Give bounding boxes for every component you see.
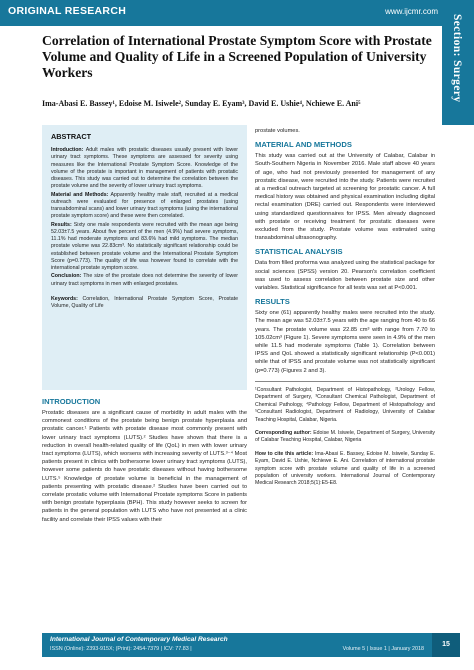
abstract-box bbox=[42, 125, 247, 390]
abstract-introduction-label: Introduction: bbox=[51, 147, 84, 153]
section-label: ORIGINAL RESEARCH bbox=[8, 5, 127, 17]
abstract-results-text: Sixty one male respondents were recruited with the mean age being 52.03±7.5 years. About five percent of the men (4.9%) had severe symptoms, 11.1% had moderate symptoms and 83.6% had mild symptoms. The median prostate volume was 22.83cm³. No statistically significant relationship could be established between prostate volume and the International Prostate Symptom Score (p=0.773). The quality of life was however found to correlate with the international prostate symptom score. bbox=[51, 221, 238, 271]
abstract-methods-label: Material and Methods: bbox=[51, 191, 109, 198]
footer-issn: ISSN (Online): 2393-915X; (Print): 2454-7379 | ICV: 77.83 | bbox=[50, 646, 192, 652]
section-side-label: Section: Surgery bbox=[451, 14, 463, 103]
corresponding-author-label: Corresponding author: bbox=[255, 429, 312, 436]
results-heading: RESULTS bbox=[255, 297, 290, 307]
continuation-text: prostate volumes. bbox=[255, 128, 300, 134]
section-side-tab bbox=[442, 0, 474, 125]
abstract-keywords bbox=[51, 296, 238, 311]
article-title: Correlation of International Prostate Symptom Score with Prostate Volume and Quality of Life in a Screened Population of University Workers bbox=[42, 33, 432, 80]
corresponding-author bbox=[255, 430, 435, 445]
abstract-conclusion-text: The size of the prostate does not determine the severity of lower urinary tract symptoms in men with enlarged prostates. bbox=[51, 273, 238, 287]
footer-banner bbox=[42, 633, 432, 657]
footnote-divider bbox=[255, 381, 435, 382]
footer-volume-issue: Volume 5 | Issue 1 | January 2018 bbox=[342, 646, 424, 652]
results-text: Sixty one (61) apparently healthy males were recruited into the study. The mean age was 52.03±7.5 years with the age ranging from 40 to 66 years. The prostate volume was 22.85 cm³ with range from 7.70 to 105.02cm³ (Figure 1). Severe symptoms were seen in 4.9% of the men while 11.5 had moderate symptoms (Table 1). Correlation between IPSS and QoL showed a statistically significant relationship (P<0.001) while that of IPSS and prostate volume was not statistically significant (p=0.773) (Figures 2 and 3). bbox=[255, 310, 435, 374]
methods-heading: MATERIAL AND METHODS bbox=[255, 140, 352, 150]
citation-label: How to cite this article: bbox=[255, 450, 314, 457]
abstract-heading: ABSTRACT bbox=[51, 132, 92, 141]
author-list: Ima-Abasi E. Bassey¹, Edoise M. Isiwele², Sunday E. Eyam³, David E. Ushie⁴, Nchiewe E. Ani⁵ bbox=[42, 99, 361, 108]
citation-text: Ima-Abasi E. Bassey, Edoise M. Isiwele, Sunday E. Eyam, David E. Ushie, Nchiewe E. Ani. Correlation of international prostate symptom score with prostate volume and quality of life in a screened population of university workers. International Journal of Contemporary Medical Research 2018;5(1):E5-E8. bbox=[255, 450, 435, 487]
abstract-methods-text: Apparently healthy male staff, recruited at a medical outreach were evaluated for presence of enlarged prostates (using transabdominal scans) and lower urinary tract symptoms (using the international prostate symptom score) and these were then correlated. bbox=[51, 191, 238, 220]
statistics-text: Data from filled proforma was analyzed using the statistical package for social sciences (SPSS) version 20. Pearson's correlation coefficient was used to assess correlation between prostate size and other variables. Statistical significance for all tests was set at P<0.001. bbox=[255, 260, 435, 292]
introduction-heading: INTRODUCTION bbox=[42, 397, 101, 406]
abstract-conclusion bbox=[51, 273, 238, 288]
abstract-results bbox=[51, 222, 238, 273]
statistics-heading: STATISTICAL ANALYSIS bbox=[255, 247, 343, 257]
abstract-keywords-label: Keywords: bbox=[51, 295, 78, 302]
citation bbox=[255, 451, 435, 488]
corresponding-author-text: Edoise M. Isiwele, Department of Surgery, University of Calabar Teaching Hospital, Calabar, Nigeria bbox=[255, 429, 435, 444]
page-number: 15 bbox=[432, 633, 460, 657]
affiliations-text: ¹Consultant Pathologist, Department of Histopathology, ²Urology Fellow, Department of Surgery, ³Consultant Chemical Pathologist, Department of Chemical Pathology, ⁴Pathology Fellow, Department of Histopathology and ⁵Consultant Radiologist, Department of Radiology, University of Calabar Teaching Hospital, Calabar, Nigeria. bbox=[255, 386, 435, 423]
abstract-introduction-text: Adult males with prostatic diseases usually present with lower urinary tract symptoms. These symptoms are assessed for severity using measures like the International Prostate Symptom Score. Knowledge of the volume of the prostate is important in management of patients with prostatic diseases. This study was carried out to determine the correlation between the prostate volume and the severity of lower urinary tract symptoms. bbox=[51, 147, 239, 190]
footer-journal-name: International Journal of Contemporary Medical Research bbox=[50, 636, 228, 643]
right-column bbox=[255, 127, 435, 488]
abstract-methods bbox=[51, 192, 238, 221]
abstract-results-label: Results: bbox=[51, 221, 72, 228]
methods-text: This study was carried out at the University of Calabar, Calabar in South-Southern Nigeria in November 2016. Male staff above 40 years of age, who had not previously presented for management of any prostatic disease, were recruited into the study. Patients were recruited at a medical outreach targeted at screening for prostatic cancer. A full medical history was obtained and physical examination including digital rectal examination (DRE) carried out. Respondents were interviewed using standardized questionnaires for IPSS. Men already diagnosed with prostate or receiving treatment for prostatic diseases were excluded from the study. Prostate volume was estimated using transabdominal ultrasonography. bbox=[255, 153, 435, 242]
introduction-text: Prostatic diseases are a significant cause of morbidity in adult males with the commonest conditions of the prostate being benign prostate hyperplasia and prostatic cancer.¹ Patients with prostate disease most commonly present with lower urinary tract symptoms (LUTS).² Studies have shown that there is a reduction in overall health-related quality of life (QoL) in men with lower urinary tract symptoms (LUTS), which worsens with increasing severity of LUTS.³⁻⁴ Most patients present in clinics with bothersome lower urinary tract symptoms (LUTS), however some patients do have prostatic diseases without having bothersome LUTS.⁵ Knowledge of prostate volume is beneficial in the management of patients presenting with prostatic disease.² Studies have been carried out to correlate prostatic volume with International Prostate symptoms Score in patients with benign prostate hyperplasia (BPH). This study however seeks to screen for patients in the general population with LUTS who have not presented at a clinic facility and correlate their IPSS values with their bbox=[42, 410, 247, 523]
top-banner bbox=[0, 0, 474, 26]
abstract-introduction bbox=[51, 147, 238, 191]
journal-website[interactable]: www.ijcmr.com bbox=[385, 7, 438, 16]
abstract-keywords-text: Correlation, International Prostate Symptom Score, Prostate Volume, Quality of Life bbox=[51, 295, 238, 309]
abstract-conclusion-label: Conclusion: bbox=[51, 273, 82, 280]
